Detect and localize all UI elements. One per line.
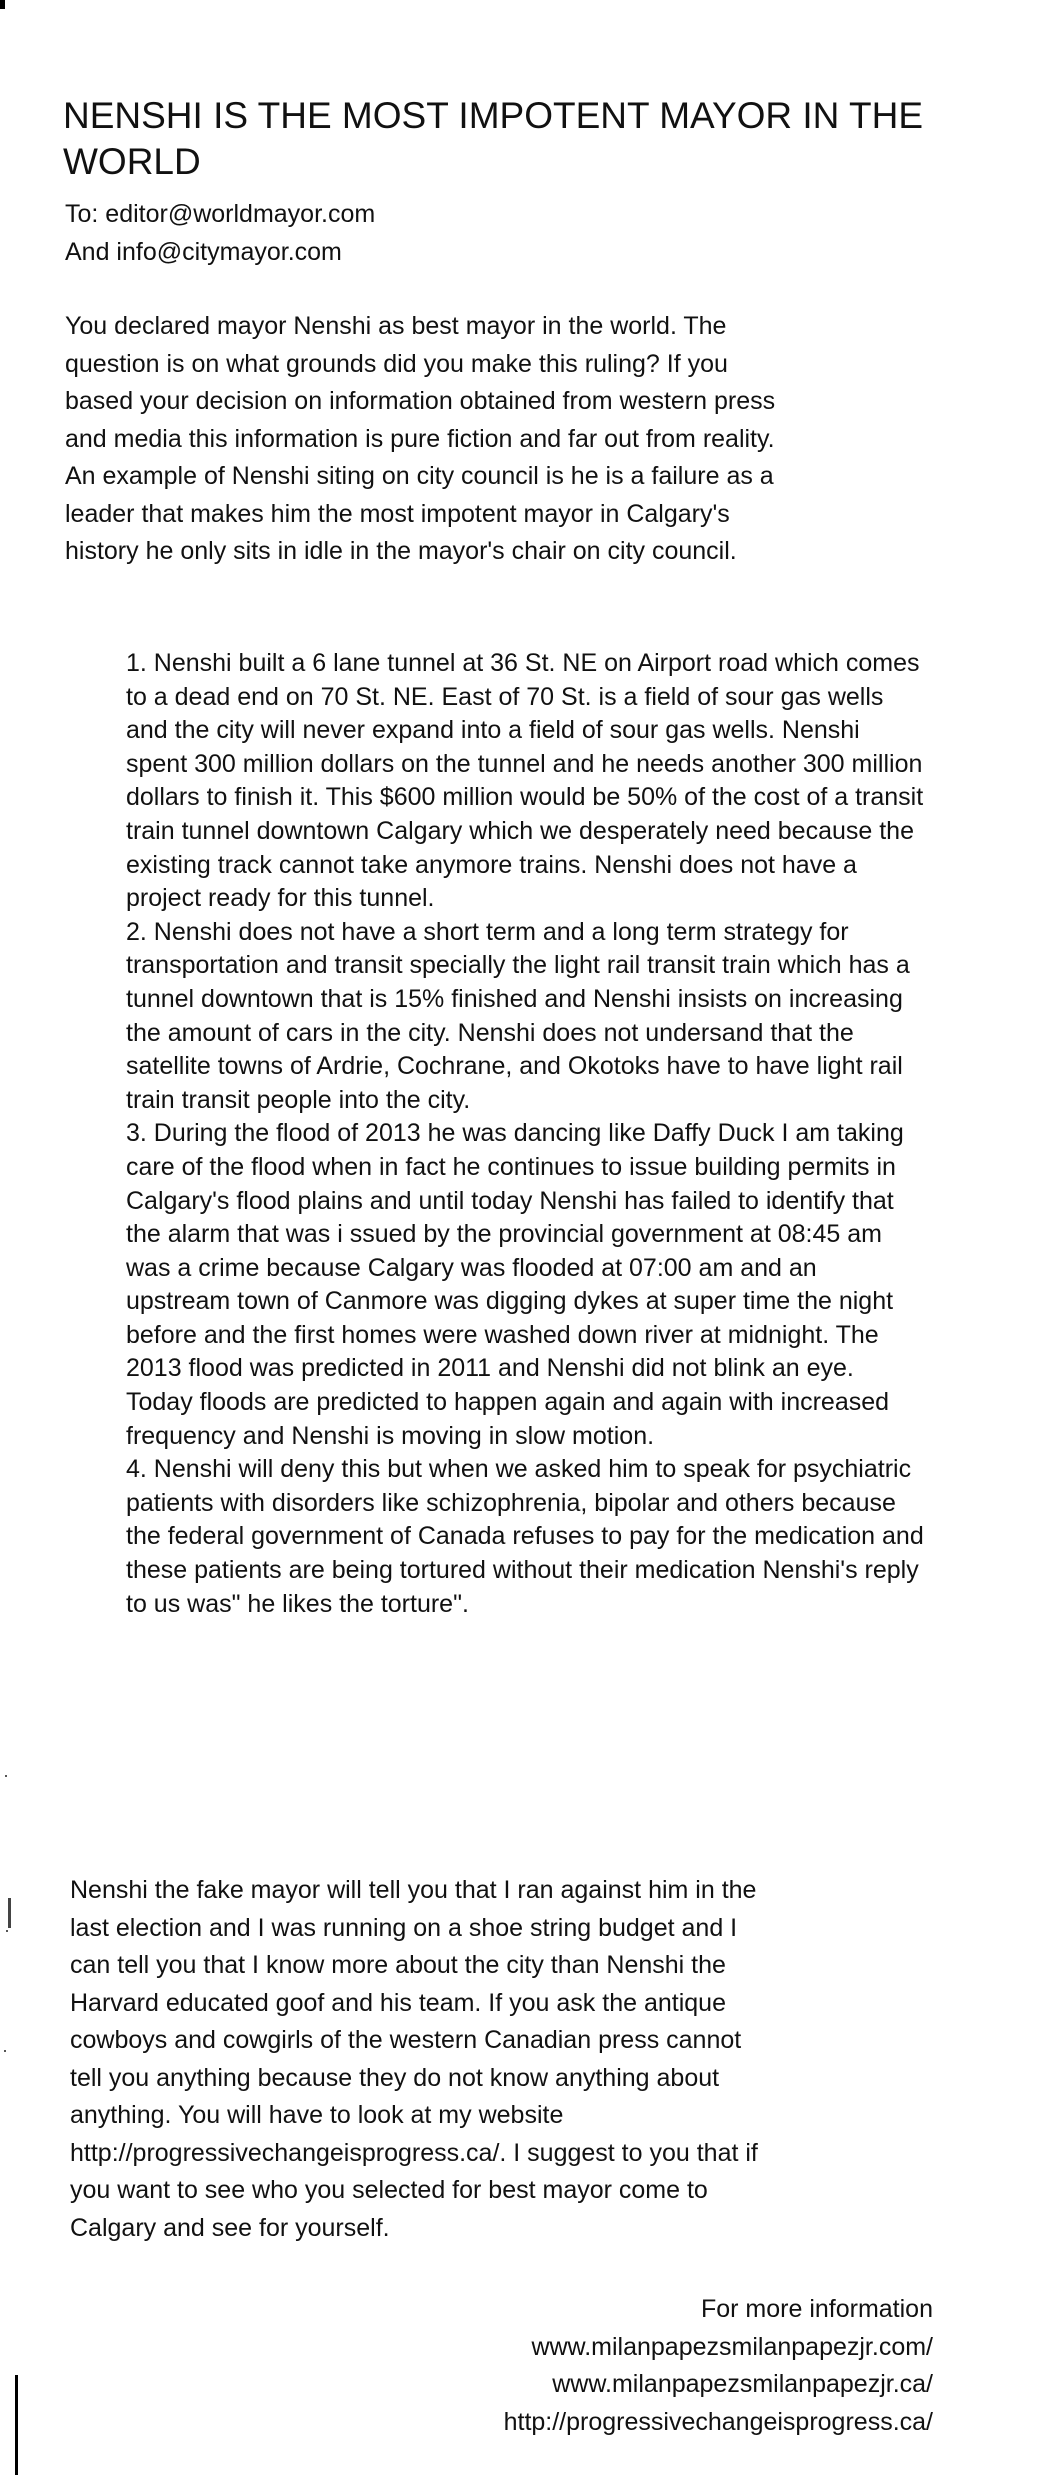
website-link[interactable]: http://progressivechangeisprogress.ca/ xyxy=(503,2407,933,2436)
and-line: And info@citymayor.com xyxy=(65,238,342,266)
point-item: 2. Nenshi does not have a short term and a long term strategy for transportation and transit specially the light rail transit train which has a tunnel downtown that is 15% finished and Nenshi insists on increasing the amount of cars in the city. Nenshi does not undersand that the satellite towns of Ardrie, Cochrane, and Okotoks have to have light rail train transit people into the city. xyxy=(126,917,910,1114)
scan-mark-top xyxy=(0,0,5,9)
point-item: 3. During the flood of 2013 he was dancing like Daffy Duck I am taking care of the flood when in fact he continues to issue building permits in Calgary's flood plains and until today Nenshi has failed to identify that the alarm that was i ssued by the provincial government at 08:45 am was a crime because Calgary was flooded at 07:00 am and an upstream town of Canmore was digging dykes at super time the night before and the first homes were washed down river at midnight. The 2013 flood was predicted in 2011 and Nenshi did not blink an eye. Today floods are predicted to happen again and again with increased frequency and Nenshi is moving in slow motion. xyxy=(126,1119,904,1450)
more-info-label: For more information xyxy=(700,2295,933,2323)
point-item: 1. Nenshi built a 6 lane tunnel at 36 St. NE on Airport road which comes to a dead end on 70 St. NE. East of 70 St. is a field of sour gas wells and the city will never expand into a field of sour gas wells. Nenshi spent 300 million dollars on the tunnel and he needs another 300 million dollars to finish it. This $600 million would be 50% of the cost of a transit train tunnel downtown Calgary which we desperately need because the existing track cannot take anymore trains. Nenshi does not have a project ready for this tunnel. xyxy=(126,649,924,913)
document-title: NENSHI IS THE MOST IMPOTENT MAYOR IN THE WORLD xyxy=(63,95,924,182)
website-link[interactable]: www.milanpapezsmilanpapezjr.ca/ xyxy=(552,2370,933,2398)
points-list xyxy=(126,647,926,1621)
website-link[interactable]: www.milanpapezsmilanpapezjr.com/ xyxy=(531,2332,933,2361)
scan-dot xyxy=(6,1930,8,1932)
point-item: 4. Nenshi will deny this but when we asked him to speak for psychiatric patients with disorders like schizophrenia, bipolar and others because the federal government of Canada refuses to pay for the medication and these patients are being tortured without their medication Nenshi's reply to us was" he likes the torture". xyxy=(126,1455,924,1618)
scan-dot xyxy=(5,1775,7,1777)
scan-mark-bottom xyxy=(15,2375,18,2475)
closing-paragraph: Nenshi the fake mayor will tell you that I ran against him in the last election and I was running on a shoe string budget and I can tell you that I know more about the city than Nenshi the Harvard educated goof and his team. If you ask the antique cowboys and cowgirls of the western Canadian press cannot tell you anything because they do not know anything about anything. You will have to look at my website http://progressivechangeisprogress.ca/. I suggest to you that if you want to see who you selected for best mayor come to Calgary and see for yourself. xyxy=(70,1876,758,2242)
signature-block xyxy=(504,2291,933,2441)
to-line: To: editor@worldmayor.com xyxy=(65,200,376,228)
scan-dot xyxy=(4,2050,6,2052)
scan-mark-left xyxy=(8,1898,11,1928)
intro-paragraph: You declared mayor Nenshi as best mayor in the world. The question is on what grounds did you make this ruling? If you based your decision on information obtained from western press and media this information is pure fiction and far out from reality. An example of Nenshi siting on city council is he is a failure as a leader that makes him the most impotent mayor in Calgary's history he only sits in idle in the mayor's chair on city council. xyxy=(65,312,776,565)
